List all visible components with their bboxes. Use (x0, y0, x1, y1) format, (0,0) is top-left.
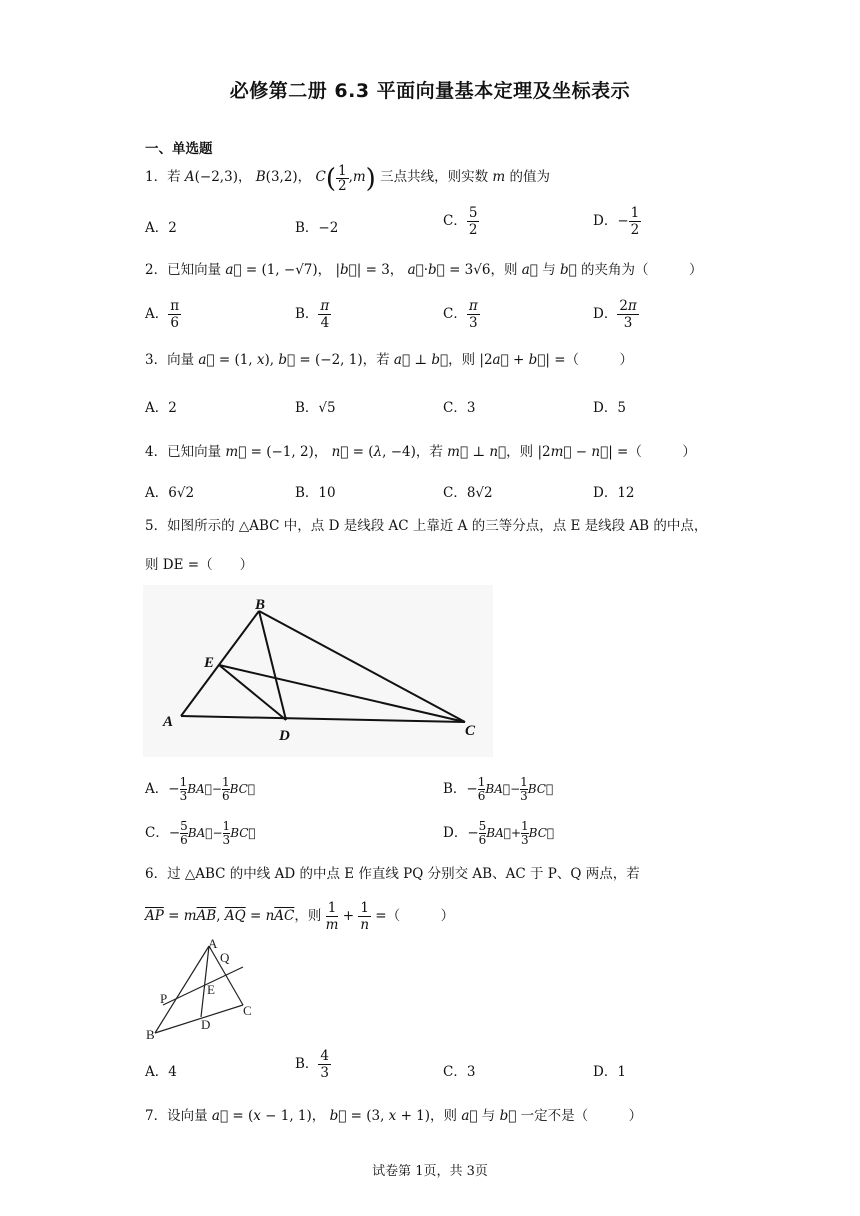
question-4-stem: 4．已知向量 m⃗ = (−1, 2)， n⃗ = (λ, −4)，若 m⃗ ⊥ n⃗，则 |2m⃗ − n⃗| =（ ） (145, 444, 696, 460)
question-1-option-b: B．−2 (295, 220, 339, 236)
figure2-label-e: E (207, 982, 215, 997)
question-3-option-a: A．2 (145, 400, 177, 416)
question-5-option-d: D．− $\frac{5}{6}$ BA⃗+ $\frac{1}{3}$ BC⃗ (443, 819, 555, 847)
figure2-label-c: C (243, 1003, 252, 1018)
figure1-label-a: A (163, 714, 174, 730)
figure1-label-e: E (204, 655, 215, 671)
triangle-pq-figure (143, 937, 263, 1045)
question-1-option-d: D．− $\frac{1}{2}$ (593, 205, 640, 238)
question-6-stem: 6．过 △ABC 的中线 AD 的中点 E 作直线 PQ 分别交 AB、AC 于 P、Q 两点，若 (145, 866, 640, 882)
question-4-option-c: C．8√2 (443, 485, 493, 501)
question-4-option-a: A．6√2 (145, 485, 195, 501)
section-heading: 一、单选题 (145, 141, 213, 157)
figure1-label-b: B (255, 597, 266, 613)
question-2-option-d: D． $\frac{2\pi}{3}$ (593, 298, 637, 331)
figure2-label-q: Q (220, 950, 230, 965)
question-7-stem: 7．设向量 a⃗ = (x − 1, 1)， b⃗ = (3, x + 1)，则 a⃗ 与 b⃗ 一定不是（ ） (145, 1108, 643, 1124)
question-6-stem-continued: $\overline{AP} = m\overline{AB}$, $\overline{AQ} = n\overline{AC}$，则 $\frac{1}{m}$ + $\frac{1}{n}$ =（ ） (145, 900, 455, 933)
question-3-option-c: C．3 (443, 400, 476, 416)
question-6-option-a: A．4 (145, 1064, 177, 1080)
question-2-stem: 2．已知向量 a⃗ = (1, −√7)， |b⃗| = 3， a⃗·b⃗ = 3√6，则 a⃗ 与 b⃗ 的夹角为（ ） (145, 262, 703, 278)
question-6-option-c: C．3 (443, 1064, 476, 1080)
question-2-option-b: B． $\frac{\pi}{4}$ (295, 298, 330, 331)
figure1-label-d: D (279, 728, 290, 744)
figure2-label-b: B (146, 1027, 155, 1042)
question-3-option-d: D．5 (593, 400, 626, 416)
page-title: 必修第二册 6.3 平面向量基本定理及坐标表示 (229, 80, 631, 102)
question-5-stem: 5．如图所示的 △ABC 中，点 D 是线段 AC 上靠近 A 的三等分点，点 E 是线段 AB 的中点， (145, 518, 708, 534)
question-1-stem: 1．若 A(−2,3)， B(3,2)， C( $\frac{1}{2}$ ,m) 三点共线，则实数 m 的值为 (145, 163, 551, 194)
figure1-label-c: C (465, 723, 476, 739)
question-4-option-b: B．10 (295, 485, 336, 501)
question-3-stem: 3．向量 a⃗ = (1, x), b⃗ = (−2, 1)，若 a⃗ ⊥ b⃗，则 |2a⃗ + b⃗| =（ ） (145, 352, 634, 368)
question-4-option-d: D．12 (593, 485, 635, 501)
question-3-option-b: B．√5 (295, 400, 336, 416)
figure2-label-d: D (201, 1017, 211, 1032)
question-2-option-a: A． $\frac{\pi}{6}$ (145, 298, 180, 331)
question-6-option-d: D．1 (593, 1064, 626, 1080)
question-5-option-a: A．− $\frac{1}{3}$ BA⃗− $\frac{1}{6}$ BC⃗ (145, 775, 256, 803)
question-6-option-b: B． $\frac{4}{3}$ (295, 1048, 330, 1081)
question-2-option-c: C． $\frac{\pi}{3}$ (443, 298, 478, 331)
question-5-option-b: B．− $\frac{1}{6}$ BA⃗− $\frac{1}{3}$ BC⃗ (443, 775, 554, 803)
question-1-option-c: C． $\frac{5}{2}$ (443, 205, 478, 238)
page-footer: 试卷第 1页，共 3页 (372, 1164, 488, 1179)
triangle-abc-figure (143, 585, 493, 757)
question-1-option-a: A．2 (145, 220, 177, 236)
figure2-label-a: A (208, 937, 218, 951)
figure2-label-p: P (160, 991, 168, 1006)
question-5-option-c: C．− $\frac{5}{6}$ BA⃗− $\frac{1}{3}$ BC⃗ (145, 819, 256, 847)
question-5-stem-continued: 则 DE =（ ） (145, 557, 254, 573)
